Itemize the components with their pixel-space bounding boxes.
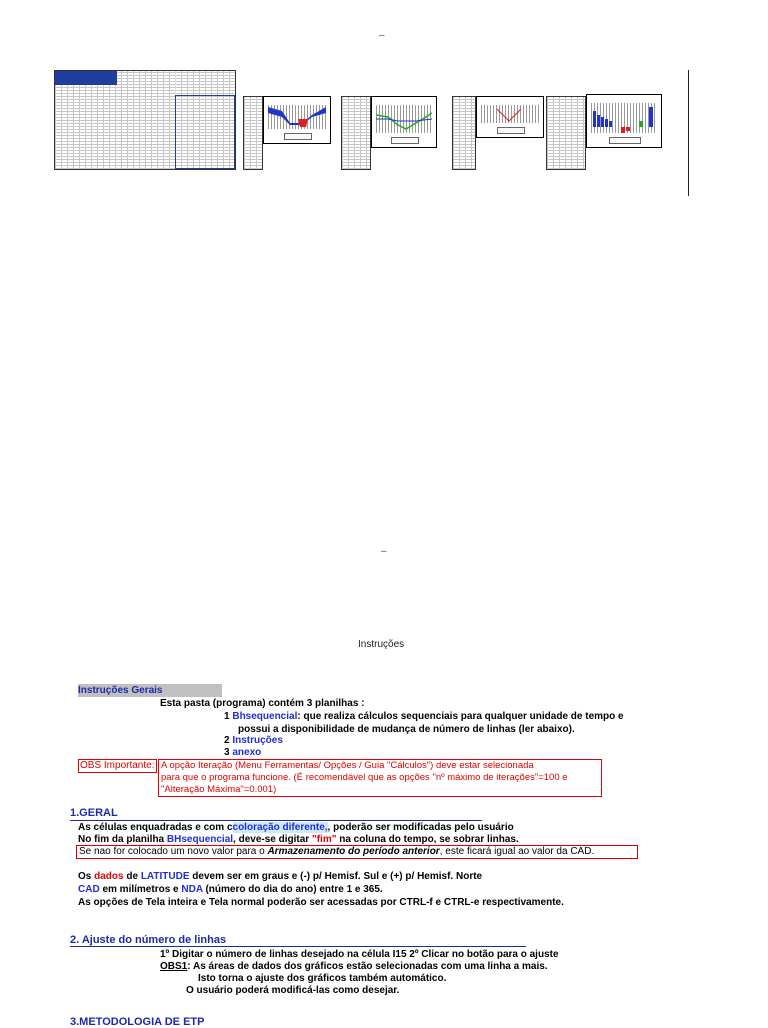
- chart-shape-4: [481, 105, 539, 125]
- sheet-item-3: 3 anexo: [224, 747, 262, 758]
- obs-line-1: A opção Iteração (Menu Ferramentas/ Opções / Guia "Cálculos") deve estar selecionada: [161, 760, 534, 771]
- sheet-thumbnail-data-5: [546, 96, 586, 170]
- sec2-line-4: O usuário poderá modificá-las como desejar.: [186, 985, 400, 996]
- chart-shape-3: [376, 105, 432, 133]
- chart-thumbnail-5: [586, 94, 662, 148]
- chart-thumbnail-4: [476, 96, 544, 138]
- chart-legend: [609, 137, 641, 144]
- sec1-line-6: As opções de Tela inteira e Tela normal poderão ser acessadas por CTRL-f e CTRL-e respectivamente.: [78, 897, 564, 908]
- sheet-header-block: [55, 71, 117, 85]
- obs-label: OBS Importante:: [80, 760, 155, 771]
- section-2-underline: [70, 946, 526, 947]
- general-instructions-title: Instruções Gerais: [78, 684, 222, 697]
- sec1-line-1: As células enquadradas e com ccoloração diferente,, poderão ser modificadas pelo usuário: [78, 822, 514, 833]
- chart-thumbnail-3: [371, 96, 437, 148]
- section-2-title: 2. Ajuste do número de linhas: [70, 934, 227, 946]
- sheet-item-1: 1 Bhsequencial: que realiza cálculos sequenciais para qualquer unidade de tempo e: [224, 711, 624, 722]
- highlighted-color-text: coloração diferente,: [232, 822, 328, 833]
- sheet-side-table: [175, 95, 235, 169]
- section-3-title: 3.METODOLOGIA DE ETP: [70, 1016, 205, 1028]
- page-bottom-mark: –: [381, 546, 387, 557]
- chart-shape-2: [268, 105, 326, 129]
- sec2-line-2: OBS1: As áreas de dados dos gráficos estão selecionadas com uma linha a mais.: [160, 961, 548, 972]
- sec1-line-2: No fim da planilha BHsequencial, deve-se digitar "fim" na coluna do tempo, se sobrar linhas.: [78, 834, 519, 845]
- sheet-thumbnail-data-4: [452, 96, 476, 170]
- chart-legend: [284, 133, 312, 140]
- sheet-thumbnail-data-2: [243, 96, 263, 170]
- chart-shape-5: [591, 103, 657, 135]
- chart-legend: [497, 127, 525, 134]
- sec2-line-1: 1º Digitar o número de linhas desejado na célula I15 2º Clicar no botão para o ajuste: [160, 949, 559, 960]
- sheet-thumbnail-bhsequencial: [54, 70, 236, 170]
- sec1-line-3: Se nao for colocado um novo valor para o Armazenamento do período anterior, este ficará igual ao valor da CAD.: [79, 846, 595, 857]
- chart-legend: [391, 137, 419, 144]
- sec1-line-5: CAD em milímetros e NDA (número do dia do ano) entre 1 e 365.: [78, 884, 383, 895]
- page-edge-line: [688, 70, 689, 196]
- section-1-title: 1.GERAL: [70, 807, 118, 819]
- sheet-name-bhsequencial: Bhsequencial: [232, 711, 298, 722]
- sec1-line-4: Os dados de LATITUDE devem ser em graus e (-) p/ Hemisf. Sul e (+) p/ Hemisf. Norte: [78, 871, 483, 882]
- sheet-name-anexo: anexo: [232, 747, 262, 758]
- obs-line-2: para que o programa funcione. (É recomendável que as opções "nº máximo de iterações"=100 e: [161, 772, 568, 783]
- sheet-thumbnail-data-3: [341, 96, 371, 170]
- intro-text: Esta pasta (programa) contém 3 planilhas :: [160, 698, 365, 709]
- obs-line-3: "Alteração Máxima"=0.001): [161, 784, 277, 795]
- sheet-item-2: 2 Instruções: [224, 735, 283, 746]
- chart-thumbnail-2: [263, 96, 331, 144]
- sec2-line-3: Isto torna o ajuste dos gráficos também automático.: [198, 973, 447, 984]
- page-top-mark: –: [379, 30, 385, 41]
- sheet-name-instrucoes: Instruções: [232, 735, 283, 746]
- sheet-item-1-cont: possui a disponibilidade de mudança de número de linhas (ler abaixo).: [238, 724, 575, 735]
- page-header: Instruções: [358, 639, 405, 650]
